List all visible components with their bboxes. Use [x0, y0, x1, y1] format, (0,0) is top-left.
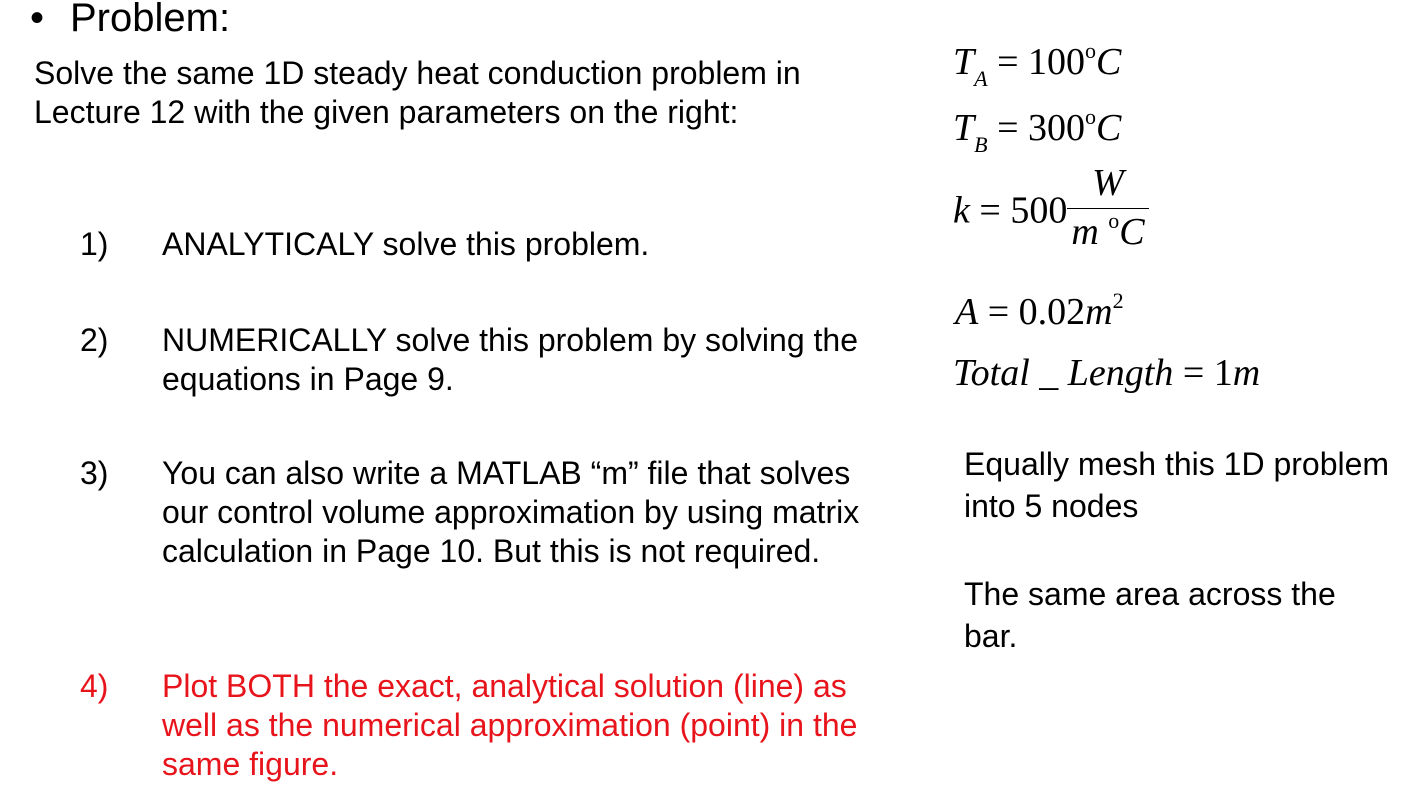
param-subscript: B [974, 132, 988, 157]
param-unit: C [1096, 107, 1122, 149]
task-number: 3) [80, 455, 109, 491]
param-k [953, 162, 1149, 260]
task-number: 1) [80, 226, 109, 262]
param-value: 500 [1010, 189, 1068, 232]
denom-c: C [1119, 211, 1145, 253]
param-length [953, 351, 1260, 395]
param-equals: = [997, 107, 1019, 149]
task-item-1 [80, 225, 860, 264]
task-text: ANALYTICALY solve this problem. [162, 226, 650, 262]
param-equals: = [997, 41, 1019, 83]
param-equals: = [987, 291, 1010, 333]
param-area [955, 290, 1124, 339]
param-value: 0.02 [1018, 291, 1086, 333]
task-item-4 [80, 667, 860, 784]
param-value: 1 [1213, 352, 1233, 394]
param-symbol: A [955, 291, 979, 333]
fraction-numerator: W [1067, 164, 1148, 209]
param-equals: = [1182, 352, 1205, 394]
param-symbol: T [953, 107, 975, 149]
task-text: NUMERICALLY solve this problem by solving the equations in Page 9. [162, 322, 858, 397]
task-number: 2) [80, 322, 109, 358]
param-equals: = [979, 189, 1001, 232]
param-symbol: T [953, 41, 975, 83]
fraction-denominator [1067, 209, 1148, 256]
task-text: You can also write a MATLAB “m” file that solves our control volume approximation by using matrix calculation in Page 10. But this is not required. [162, 455, 860, 569]
bullet-icon: • [30, 0, 45, 40]
param-tb [953, 106, 1121, 155]
param-unit: m [1232, 352, 1261, 394]
task-text: Plot BOTH the exact, analytical solution (line) as well as the numerical approximation (point) in the same figure. [162, 668, 858, 782]
param-exponent: 2 [1112, 288, 1124, 313]
param-unit: C [1096, 41, 1122, 83]
problem-intro: Solve the same 1D steady heat conduction problem in Lecture 12 with the given parameters on the right: [34, 55, 801, 130]
mesh-note: Equally mesh this 1D problem into 5 nodes [964, 446, 1390, 524]
param-value: 100 [1028, 41, 1086, 83]
param-unit: m [1085, 291, 1113, 333]
param-subscript: A [974, 66, 988, 91]
param-ta [953, 40, 1121, 89]
task-number: 4) [80, 668, 109, 704]
param-symbol: k [953, 189, 970, 232]
heading-title: Problem: [70, 0, 231, 40]
degree-sign: o [1108, 208, 1120, 233]
degree-sign: o [1085, 104, 1097, 129]
param-symbol: Total _ Length [953, 352, 1174, 394]
area-note: The same area across the bar. [964, 576, 1336, 654]
task-item-2 [80, 321, 860, 399]
param-value: 300 [1028, 107, 1086, 149]
degree-sign: o [1085, 38, 1097, 63]
slide-heading [30, 0, 230, 42]
task-item-3 [80, 454, 860, 571]
unit-fraction [1067, 164, 1148, 256]
denom-m: m [1071, 211, 1099, 253]
